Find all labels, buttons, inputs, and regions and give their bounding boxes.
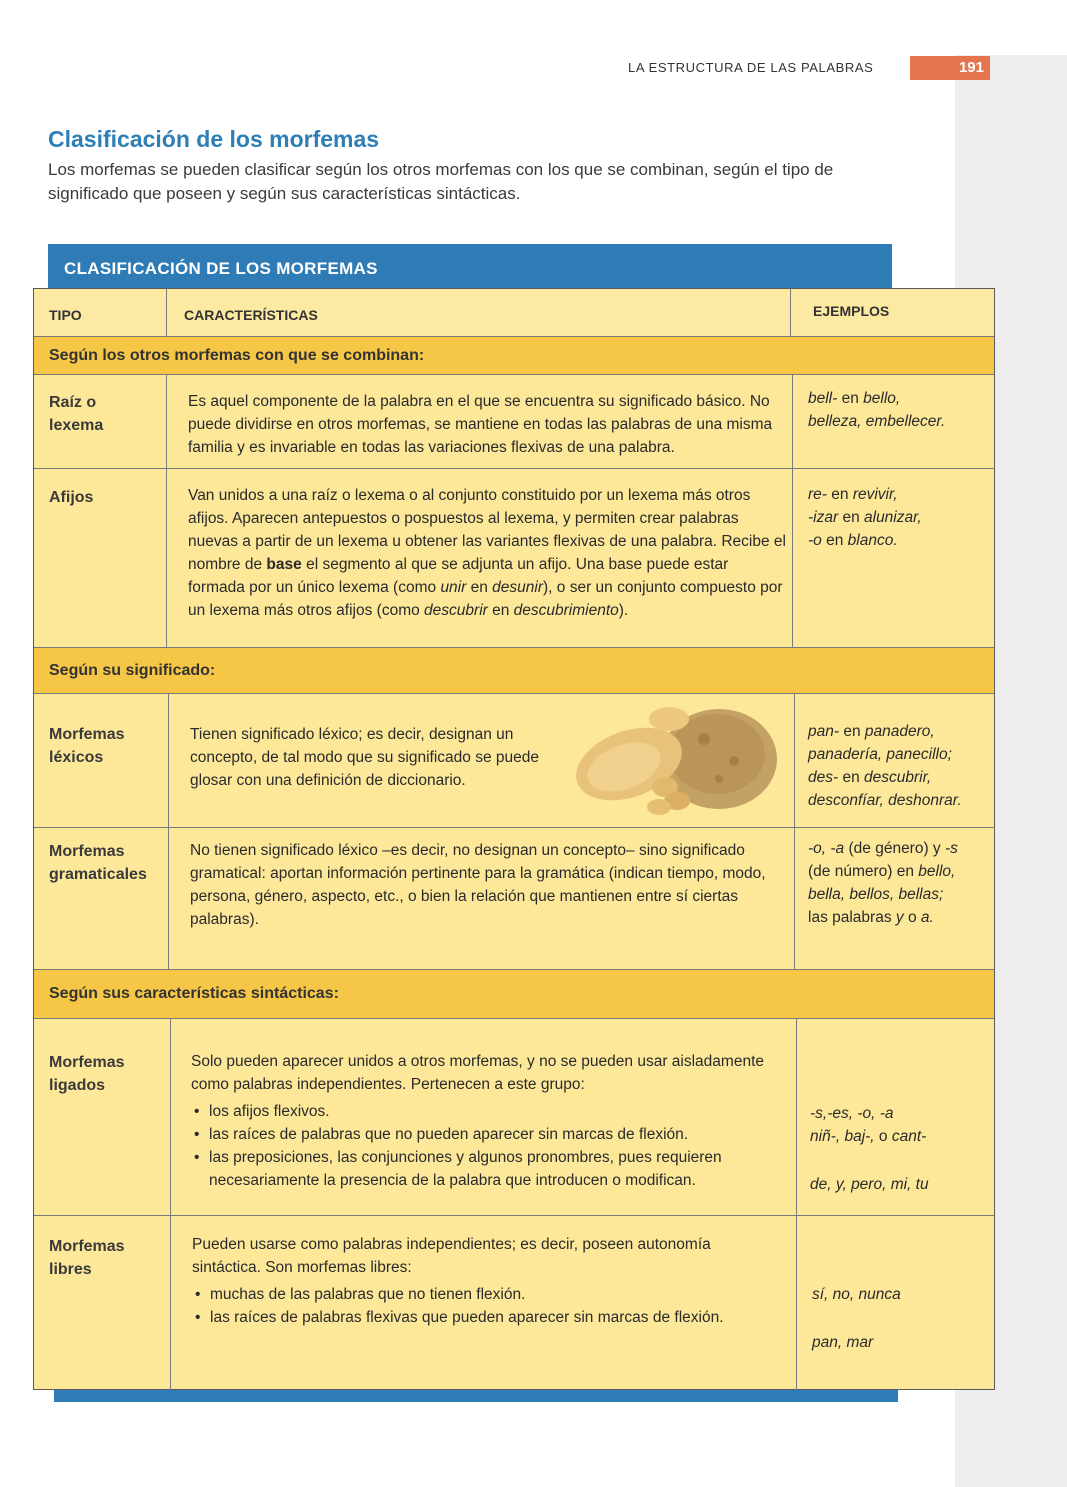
row-divider bbox=[34, 468, 994, 469]
list-item: • muchas de las palabras que no tienen flexión. bbox=[192, 1283, 782, 1306]
table-header bbox=[34, 289, 994, 337]
header-tipo: TIPO bbox=[49, 307, 82, 323]
col-divider bbox=[796, 1019, 797, 1390]
desc-lexicos: Tienen significado léxico; es decir, designan un concepto, de tal modo que su significado se puede glosar con una definición de diccionario. bbox=[190, 726, 539, 789]
table-bottom-bar bbox=[54, 1388, 898, 1402]
tipo-lexicos: Morfemas léxicos bbox=[49, 726, 125, 766]
group-band-combinan: Según los otros morfemas con que se combinan: bbox=[34, 336, 994, 375]
col-divider bbox=[166, 289, 167, 336]
classification-table bbox=[33, 288, 995, 1390]
page-number: 191 bbox=[910, 56, 990, 80]
desc-afijos: Van unidos a una raíz o lexema o al conjunto constituido por un lexema más otros afijos. Aparecen antepuestos o pospuestos al lexema, y permiten crear palabras nuevas a partir de un lexema u obtener las variantes flexivas de una palabra. Recibe el nombre de base el segmento al que se adjunta un afijo. Una base puede estar formada por un único lexema (como unir en desunir), o ser un conjunto compuesto por un lexema más otros afijos (como descubrir en descubrimiento). bbox=[188, 487, 786, 619]
list-item: • las preposiciones, las conjunciones y algunos pronombres, pues requieren necesariamente la presencia de la palabra que introducen o modifican. bbox=[191, 1146, 791, 1192]
col-divider bbox=[792, 374, 793, 647]
desc-gramaticales: No tienen significado léxico –es decir, no designan un concepto– sino significado gramatical: aportan información pertinente para la gramática (indican tiempo, modo, persona, género, aspecto, etc., o bien la relación que mantienen entre sí ciertas palabras). bbox=[190, 842, 766, 928]
ejemplo-lexicos: pan- en panadero, panadería, panecillo; des- en descubrir, desconfíar, deshonrar. bbox=[808, 723, 962, 809]
header-caracteristicas: CARACTERÍSTICAS bbox=[184, 307, 318, 323]
row-divider bbox=[34, 827, 994, 828]
tipo-raiz: Raíz o lexema bbox=[49, 394, 104, 434]
list-item: • las raíces de palabras flexivas que pueden aparecer sin marcas de flexión. bbox=[192, 1306, 782, 1329]
row-divider bbox=[34, 1215, 994, 1216]
section-intro: Los morfemas se pueden clasificar según los otros morfemas con los que se combinan, según el tipo de significado que poseen y según sus características sintácticas. bbox=[48, 160, 834, 203]
section-title: Clasificación de los morfemas bbox=[48, 126, 380, 152]
libres-intro: Pueden usarse como palabras independientes; es decir, poseen autonomía sintáctica. Son morfemas libres: bbox=[192, 1236, 711, 1276]
ejemplo-ligados: -s,-es, -o, -a niñ-, baj-, o cant- de, y, pero, mi, tu bbox=[810, 1105, 929, 1193]
header-ejemplos: EJEMPLOS bbox=[813, 303, 890, 319]
col-divider bbox=[168, 694, 169, 969]
col-divider bbox=[790, 289, 791, 336]
tipo-gramaticales: Morfemas gramaticales bbox=[49, 843, 147, 883]
ligados-intro: Solo pueden aparecer unidos a otros morfemas, y no se pueden usar aisladamente como palabras independientes. Pertenecen a este grupo: bbox=[191, 1053, 764, 1093]
ejemplo-afijos: re- en revivir, -izar en alunizar, -o en blanco. bbox=[808, 486, 922, 549]
table-title: CLASIFICACIÓN DE LOS MORFEMAS bbox=[64, 259, 378, 278]
col-divider bbox=[794, 694, 795, 969]
desc-raiz: Es aquel componente de la palabra en el que se encuentra su significado básico. No puede dividirse en otros morfemas, se mantiene en todas las palabras de una misma familia y es invariable en todas las variaciones flexivas de una palabra. bbox=[188, 393, 773, 456]
group-band-significado: Según su significado: bbox=[34, 647, 994, 694]
ejemplo-raiz: bell- en bello, belleza, embellecer. bbox=[808, 390, 946, 430]
ejemplo-gramaticales: -o, -a (de género) y -s (de número) en bello, bella, bellos, bellas; las palabras y o a. bbox=[808, 840, 958, 926]
running-title: LA ESTRUCTURA DE LAS PALABRAS bbox=[628, 60, 874, 75]
desc-libres bbox=[192, 1233, 782, 1329]
tipo-libres: Morfemas libres bbox=[49, 1238, 125, 1278]
group-band-sintacticas: Según sus características sintácticas: bbox=[34, 969, 994, 1019]
desc-ligados bbox=[191, 1050, 791, 1192]
list-item: • los afijos flexivos. bbox=[191, 1100, 791, 1123]
tipo-afijos: Afijos bbox=[49, 489, 94, 506]
col-divider bbox=[170, 1019, 171, 1390]
bread-image bbox=[569, 699, 779, 817]
ejemplo-libres: sí, no, nunca pan, mar bbox=[812, 1286, 901, 1351]
col-divider bbox=[166, 374, 167, 647]
list-item: • las raíces de palabras que no pueden aparecer sin marcas de flexión. bbox=[191, 1123, 791, 1146]
tipo-ligados: Morfemas ligados bbox=[49, 1054, 125, 1094]
